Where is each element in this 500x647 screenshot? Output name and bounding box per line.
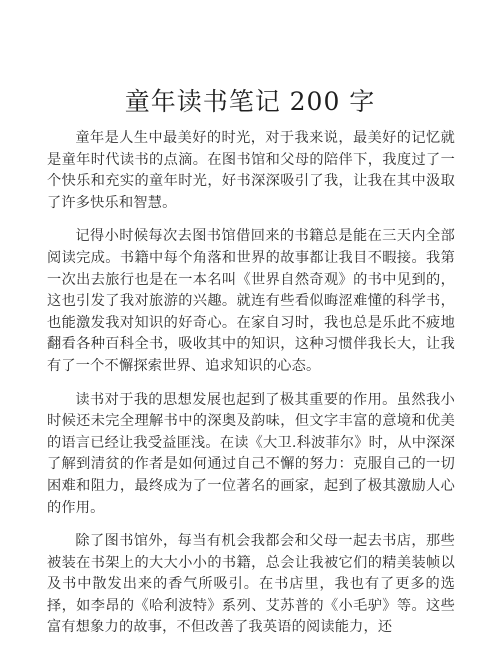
- paragraph: 童年是人生中最美好的时光，对于我来说，最美好的记忆就是童年时代读书的点滴。在图书馆和父母的陪伴下，我度过了一个快乐和充实的童年时光，好书深深吸引了我，让我在其中汲取了许多快乐和智慧。: [47, 130, 455, 211]
- paragraph: 记得小时候每次去图书馆借回来的书籍总是能在三天内全部阅读完成。书籍中每个角落和世界的故事都让我目不暇接。我第一次出去旅行也是在一本名叫《世界自然奇观》的书中见到的，这也引发了我对旅游的兴趣。就连有些看似晦涩难懂的科学书，也能激发我对知识的好奇心。在家自习时，我也总是乐此不疲地翻看各种百科全书，吸收其中的知识，这种习惯伴我长大，让我有了一个不懈探索世界、追求知识的心态。: [47, 228, 455, 374]
- paragraph: 除了图书馆外，每当有机会我都会和父母一起去书店，那些被装在书架上的大大小小的书籍，总会让我被它们的精美装帧以及书中散发出来的香气所吸引。在书店里，我也有了更多的选择，如李昂的《哈利波特》系列、艾苏普的《小毛驴》等。这些富有想象力的故事，不但改善了我英语的阅读能力，还: [47, 533, 455, 636]
- paragraph: 读书对于我的思想发展也起到了极其重要的作用。虽然我小时候还未完全理解书中的深奥及韵味，但文字丰富的意境和优美的语言已经让我受益匪浅。在读《大卫.科波菲尔》时，从中深深了解到清贫的作者是如何通过自己不懈的努力：克服自己的一切困难和阻力，最终成为了一位著名的画家，起到了极其激励人心的作用。: [47, 391, 455, 516]
- document-body: [47, 128, 455, 647]
- document-title: 童年读书笔记 200 字: [124, 87, 376, 116]
